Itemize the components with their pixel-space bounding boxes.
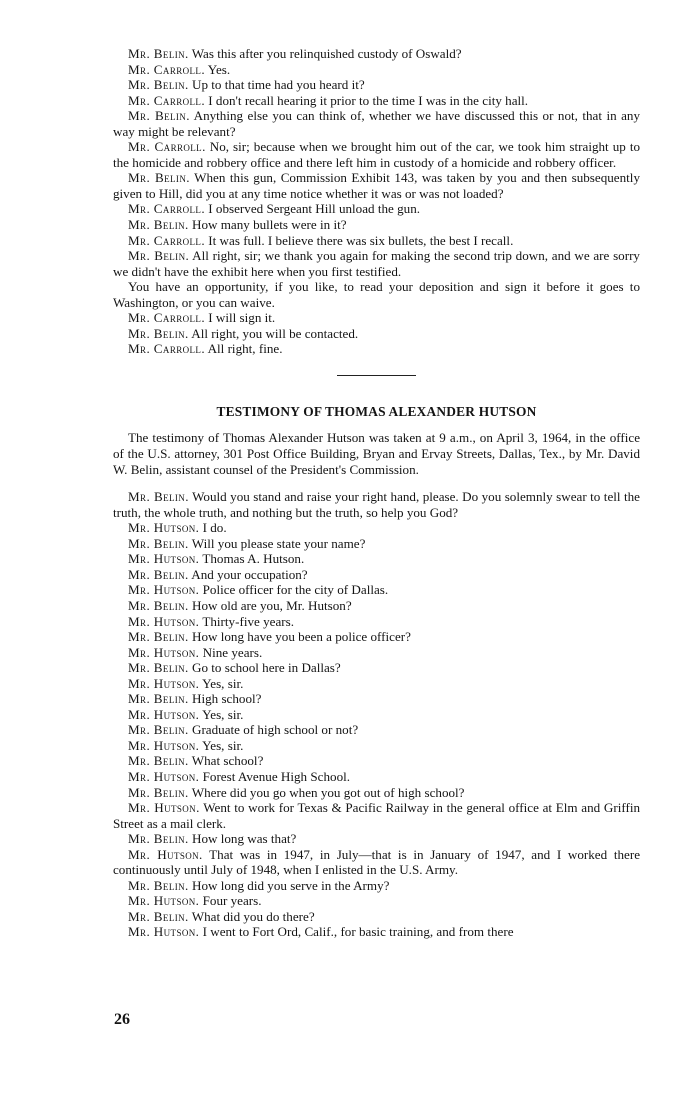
statement-text: Thirty-five years. — [202, 613, 294, 629]
testimony-paragraph — [113, 614, 640, 630]
statement-text: How old are you, Mr. Hutson? — [191, 597, 352, 613]
speaker-label: Mr. Hutson. — [128, 706, 200, 722]
testimony-paragraph — [113, 536, 640, 552]
testimony-paragraph — [113, 645, 640, 661]
speaker-label: Mr. Hutson. — [128, 613, 200, 629]
statement-text: Thomas A. Hutson. — [202, 551, 305, 567]
speaker-label: Mr. Carroll. — [128, 139, 206, 155]
statement-text: Police officer for the city of Dallas. — [202, 582, 389, 598]
speaker-label: Mr. Belin. — [128, 248, 190, 264]
testimony-paragraph — [113, 248, 640, 279]
speaker-label: Mr. Belin. — [128, 629, 189, 645]
statement-text: Four years. — [202, 893, 262, 909]
speaker-label: Mr. Belin. — [128, 660, 189, 676]
speaker-label: Mr. Carroll. — [128, 232, 205, 248]
speaker-label: Mr. Belin. — [128, 784, 189, 800]
testimony-paragraph — [113, 909, 640, 925]
statement-text: Was this after you relinquished custody of Oswald? — [191, 46, 462, 61]
testimony-paragraph — [113, 924, 640, 940]
speaker-label: Mr. Hutson. — [128, 768, 200, 784]
statement-text: Went to work for Texas & Pacific Railway in the general office at Elm and Griffin Street as a mail clerk. — [113, 800, 640, 831]
speaker-label: Mr. Hutson. — [128, 582, 200, 598]
testimony-paragraph — [113, 722, 640, 738]
speaker-label: Mr. Belin. — [128, 77, 189, 93]
statement-text: Would you stand and raise your right hand, please. Do you solemnly swear to tell the truth, the whole truth, and nothing but the truth, so help you God? — [113, 489, 640, 520]
testimony-paragraph — [113, 217, 640, 233]
statement-text: How long did you serve in the Army? — [191, 877, 390, 893]
testimony-paragraph — [113, 878, 640, 894]
section-divider — [337, 375, 416, 376]
statement-text: What did you do there? — [191, 908, 315, 924]
speaker-label: Mr. Belin. — [128, 831, 189, 847]
testimony-paragraph — [113, 551, 640, 567]
testimony-paragraph — [113, 520, 640, 536]
speaker-label: Mr. Hutson. — [128, 644, 200, 660]
statement-text: How long was that? — [191, 831, 297, 847]
statement-text: I don't recall hearing it prior to the time I was in the city hall. — [208, 92, 529, 108]
statement-text: Up to that time had you heard it? — [191, 77, 365, 93]
testimony-paragraph — [113, 660, 640, 676]
speaker-label: Mr. Belin. — [128, 46, 189, 61]
testimony-paragraph — [113, 93, 640, 109]
testimony-intro: The testimony of Thomas Alexander Hutson was taken at 9 a.m., on April 3, 1964, in the office of the U.S. attorney, 301 Post Office Building, Bryan and Ervay Streets, Dallas, Tex., by Mr. David W. Belin, assistant counsel of the President's Commission. — [113, 430, 640, 477]
speaker-label: Mr. Hutson. — [128, 800, 200, 816]
speaker-label: Mr. Belin. — [128, 753, 189, 769]
speaker-label: Mr. Hutson. — [128, 551, 200, 567]
testimony-paragraph — [113, 691, 640, 707]
testimony-paragraph — [113, 831, 640, 847]
paragraph-gap — [113, 477, 640, 489]
testimony-paragraph — [113, 582, 640, 598]
statement-text: Where did you go when you got out of high school? — [191, 784, 465, 800]
statement-text: How many bullets were in it? — [191, 217, 347, 233]
testimony-paragraph — [113, 341, 640, 357]
statement-text: Will you please state your name? — [191, 535, 366, 551]
testimony-paragraph — [113, 489, 640, 520]
testimony-paragraph — [113, 676, 640, 692]
statement-text: You have an opportunity, if you like, to read your deposition and sign it before it goes to Washington, or you can waive. — [113, 279, 640, 310]
testimony-paragraph — [113, 201, 640, 217]
statement-text: I do. — [202, 520, 227, 536]
testimony-paragraph — [113, 77, 640, 93]
testimony-paragraph — [113, 567, 640, 583]
page-number: 26 — [114, 1011, 130, 1028]
speaker-label: Mr. Hutson. — [128, 737, 200, 753]
testimony-paragraph — [113, 800, 640, 831]
speaker-label: Mr. Hutson. — [128, 520, 200, 536]
speaker-label: Mr. Carroll. — [128, 92, 205, 108]
statement-text: I went to Fort Ord, Calif., for basic training, and from there — [202, 924, 514, 940]
statement-text: What school? — [191, 753, 264, 769]
testimony-paragraph — [113, 753, 640, 769]
testimony-paragraph — [113, 785, 640, 801]
statement-text: How long have you been a police officer? — [191, 629, 411, 645]
speaker-label: Mr. Belin. — [128, 170, 190, 186]
speaker-label: Mr. Belin. — [128, 566, 189, 582]
testimony-paragraph — [113, 598, 640, 614]
testimony-paragraph — [113, 629, 640, 645]
testimony-paragraph — [113, 738, 640, 754]
statement-text: Go to school here in Dallas? — [191, 660, 341, 676]
speaker-label: Mr. Belin. — [128, 535, 189, 551]
testimony-paragraph — [113, 326, 640, 342]
testimony-paragraph — [113, 893, 640, 909]
carroll-testimony-section — [113, 46, 640, 357]
speaker-label: Mr. Belin. — [128, 722, 189, 738]
statement-text: And your occupation? — [191, 566, 308, 582]
speaker-label: Mr. Belin. — [128, 908, 189, 924]
statement-text: Graduate of high school or not? — [191, 722, 359, 738]
testimony-paragraph — [113, 847, 640, 878]
statement-text: I will sign it. — [208, 310, 276, 326]
testimony-paragraph — [113, 108, 640, 139]
speaker-label: Mr. Belin. — [128, 877, 189, 893]
statement-text: Yes. — [207, 61, 231, 77]
testimony-paragraph — [113, 769, 640, 785]
speaker-label: Mr. Belin. — [128, 691, 189, 707]
testimony-heading: TESTIMONY OF THOMAS ALEXANDER HUTSON — [216, 403, 537, 419]
statement-text: Anything else you can think of, whether we have discussed this or not, that in any way might be relevant? — [113, 108, 640, 139]
testimony-paragraph — [113, 279, 640, 310]
statement-text: Yes, sir. — [202, 706, 244, 722]
statement-text: I observed Sergeant Hill unload the gun. — [208, 201, 421, 217]
testimony-paragraph — [113, 233, 640, 249]
speaker-label: Mr. Hutson. — [128, 924, 200, 940]
speaker-label: Mr. Hutson. — [128, 846, 203, 862]
testimony-paragraph — [113, 707, 640, 723]
testimony-paragraph — [113, 139, 640, 170]
statement-text: It was full. I believe there was six bullets, the best I recall. — [208, 232, 514, 248]
speaker-label: Mr. Carroll. — [128, 310, 205, 326]
statement-text: That was in 1947, in July—that is in January of 1947, and I worked there continuously until July of 1948, when I enlisted in the U.S. Army. — [113, 846, 641, 878]
speaker-label: Mr. Belin. — [128, 325, 189, 341]
speaker-label: Mr. Belin. — [128, 217, 189, 233]
statement-text: All right, sir; we thank you again for making the second trip down, and we are sorry we didn't have the exhibit here when you first testified. — [113, 248, 640, 279]
statement-text: Nine years. — [202, 644, 263, 660]
speaker-label: Mr. Hutson. — [128, 893, 200, 909]
document-page — [113, 46, 640, 940]
statement-text: All right, fine. — [207, 341, 283, 357]
speaker-label: Mr. Carroll. — [128, 341, 205, 357]
hutson-testimony-section — [113, 489, 640, 940]
testimony-paragraph — [113, 62, 640, 78]
statement-text: Yes, sir. — [202, 737, 244, 753]
speaker-label: Mr. Hutson. — [128, 675, 200, 691]
statement-text: When this gun, Commission Exhibit 143, was taken by you and then subsequently given to Hill, did you at any time notice whether it was or was not loaded? — [113, 170, 640, 201]
speaker-label: Mr. Belin. — [128, 597, 189, 613]
speaker-label: Mr. Belin. — [128, 489, 189, 505]
speaker-label: Mr. Carroll. — [128, 61, 205, 77]
statement-text: All right, you will be contacted. — [191, 325, 359, 341]
statement-text: Yes, sir. — [202, 675, 244, 691]
testimony-paragraph — [113, 170, 640, 201]
speaker-label: Mr. Belin. — [128, 108, 190, 124]
speaker-label: Mr. Carroll. — [128, 201, 205, 217]
testimony-paragraph — [113, 310, 640, 326]
statement-text: High school? — [191, 691, 262, 707]
testimony-paragraph — [113, 46, 640, 62]
statement-text: No, sir; because when we brought him out of the car, we took him straight up to the homicide and robbery office and there left him in custody of a homicide and robbery officer. — [113, 139, 640, 170]
statement-text: Forest Avenue High School. — [202, 768, 351, 784]
